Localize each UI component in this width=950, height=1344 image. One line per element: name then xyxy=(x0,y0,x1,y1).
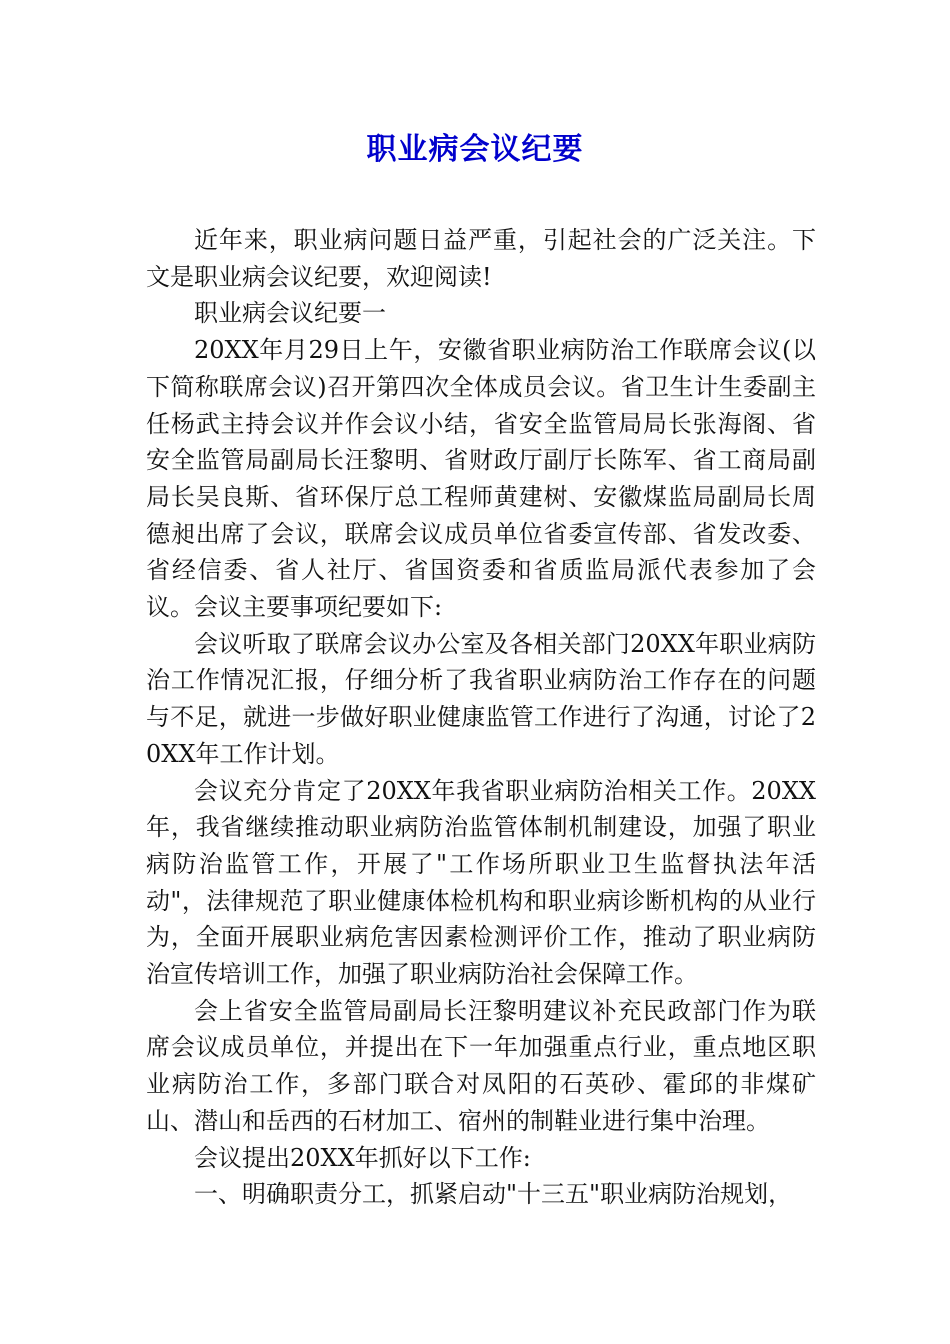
paragraph-reports: 会议听取了联席会议办公室及各相关部门20XX年职业病防治工作情况汇报，仔细分析了我省职业病防治工作存在的问题与不足，就进一步做好职业健康监管工作进行了沟通，讨论了20XX年工作计划。 xyxy=(146,629,816,768)
paragraph-tasks-intro: 会议提出20XX年抓好以下工作: xyxy=(194,1143,531,1172)
paragraph-intro: 近年来，职业病问题日益严重，引起社会的广泛关注。下文是职业病会议纪要，欢迎阅读! xyxy=(146,226,816,291)
paragraph-achievements: 会议充分肯定了20XX年我省职业病防治相关工作。20XX年，我省继续推动职业病防治监管体制机制建设，加强了职业病防治监管工作，开展了"工作场所职业卫生监督执法年活动"，法律规范了职业健康体检机构和职业病诊断机构的从业行为，全面开展职业病危害因素检测评价工作，推动了职业病防治宣传培训工作，加强了职业病防治社会保障工作。 xyxy=(146,776,816,989)
paragraph-task-one: 一、明确职责分工，抓紧启动"十三五"职业病防治规划， xyxy=(194,1180,793,1209)
paragraph-meeting-overview: 20XX年月29日上午，安徽省职业病防治工作联席会议(以下简称联席会议)召开第四次全体成员会议。省卫生计生委副主任杨武主持会议并作会议小结，省安全监管局局长张海阁、省安全监管局副局长汪黎明、省财政厅副厅长陈军、省工商局副局长吴良斯、省环保厅总工程师黄建树、安徽煤监局副局长周德昶出席了会议，联席会议成员单位省委宣传部、省发改委、省经信委、省人社厅、省国资委和省质监局派代表参加了会议。会议主要事项纪要如下: xyxy=(146,336,816,622)
paragraph-section-heading: 职业病会议纪要一 xyxy=(194,299,386,328)
document-body xyxy=(146,222,816,1213)
paragraph-proposal: 会上省安全监管局副局长汪黎明建议补充民政部门作为联席会议成员单位，并提出在下一年加强重点行业，重点地区职业病防治工作，多部门联合对凤阳的石英砂、霍邱的非煤矿山、潜山和岳西的石材加工、宿州的制鞋业进行集中治理。 xyxy=(146,996,816,1135)
document-title: 职业病会议纪要 xyxy=(366,132,584,167)
